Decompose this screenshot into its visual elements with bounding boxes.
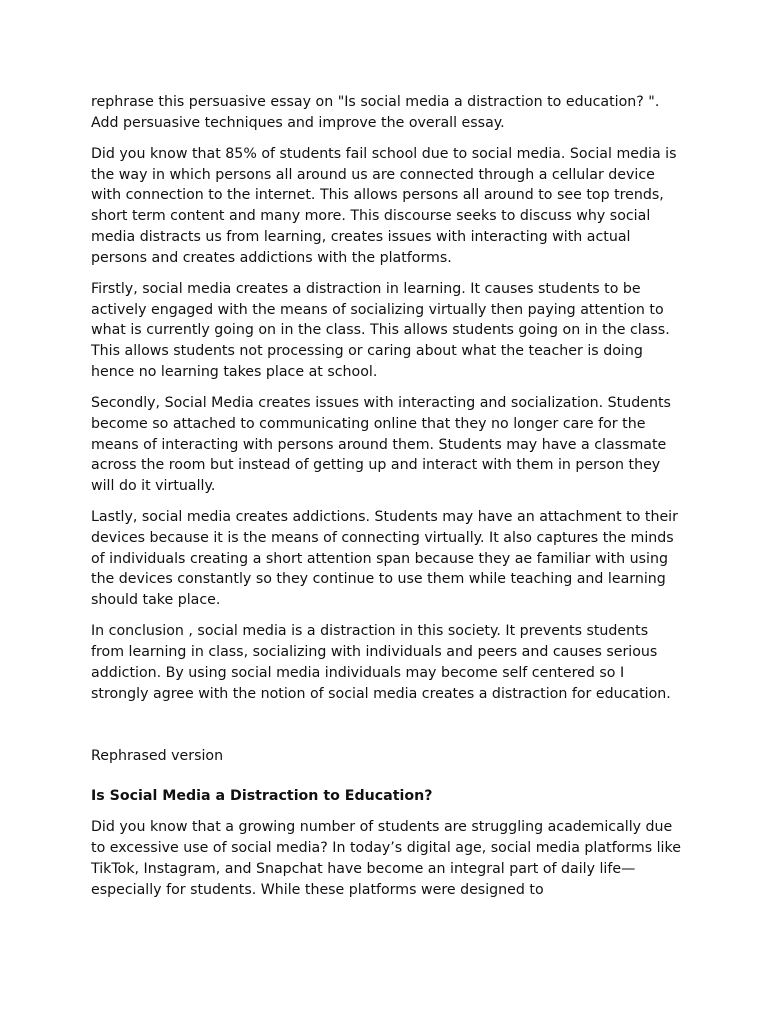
essay-paragraph-firstly: Firstly, social media creates a distraction in learning. It causes students to be actively engaged with the means of socializing virtually then paying attention to what is currently going on in the class. This allows students going on in the class. This allows students not processing or caring about what the teacher is doing hence no learning takes place at school.	[91, 280, 670, 380]
document-page	[91, 92, 683, 911]
essay-paragraph-secondly: Secondly, Social Media creates issues with interacting and socialization. Students become so attached to communicating online that they no longer care for the means of interacting with persons around them. Students may have a classmate across the room but instead of getting up and interact with them in person they will do it virtually.	[91, 394, 671, 495]
prompt-paragraph: rephrase this persuasive essay on "Is social media a distraction to education? ". Add persuasive techniques and improve the overall essay.	[91, 94, 660, 131]
essay-paragraph-conclusion: In conclusion , social media is a distraction in this society. It prevents students from learning in class, socializing with individuals and peers and causes serious addiction. By using social media individuals may become self centered so I strongly agree with the notion of social media creates a distraction for education.	[91, 623, 671, 702]
section-spacer	[91, 715, 683, 746]
rephrased-label: Rephrased version	[91, 747, 224, 764]
essay-paragraph-intro: Did you know that 85% of students fail school due to social media. Social media is the way in which persons all around us are connected through a cellular device with connection to the internet. This allows persons all around to see top trends, short term content and many more. This discourse seeks to discuss why social media distracts us from learning, creates issues with interacting with actual persons and creates addictions with the platforms.	[91, 145, 677, 266]
rephrased-intro-paragraph: Did you know that a growing number of students are struggling academically due to excessive use of social media? In today’s digital age, social media platforms like TikTok, Instagram, and Snapchat have become an integral part of daily life—especially for students. While these platforms were designed to	[91, 819, 681, 898]
rephrased-title: Is Social Media a Distraction to Education?	[91, 788, 433, 805]
essay-paragraph-lastly: Lastly, social media creates addictions. Students may have an attachment to their devices because it is the means of connecting virtually. It also captures the minds of individuals creating a short attention span because they ae familiar with using the devices constantly so they continue to use them while teaching and learning should take place.	[91, 509, 678, 609]
